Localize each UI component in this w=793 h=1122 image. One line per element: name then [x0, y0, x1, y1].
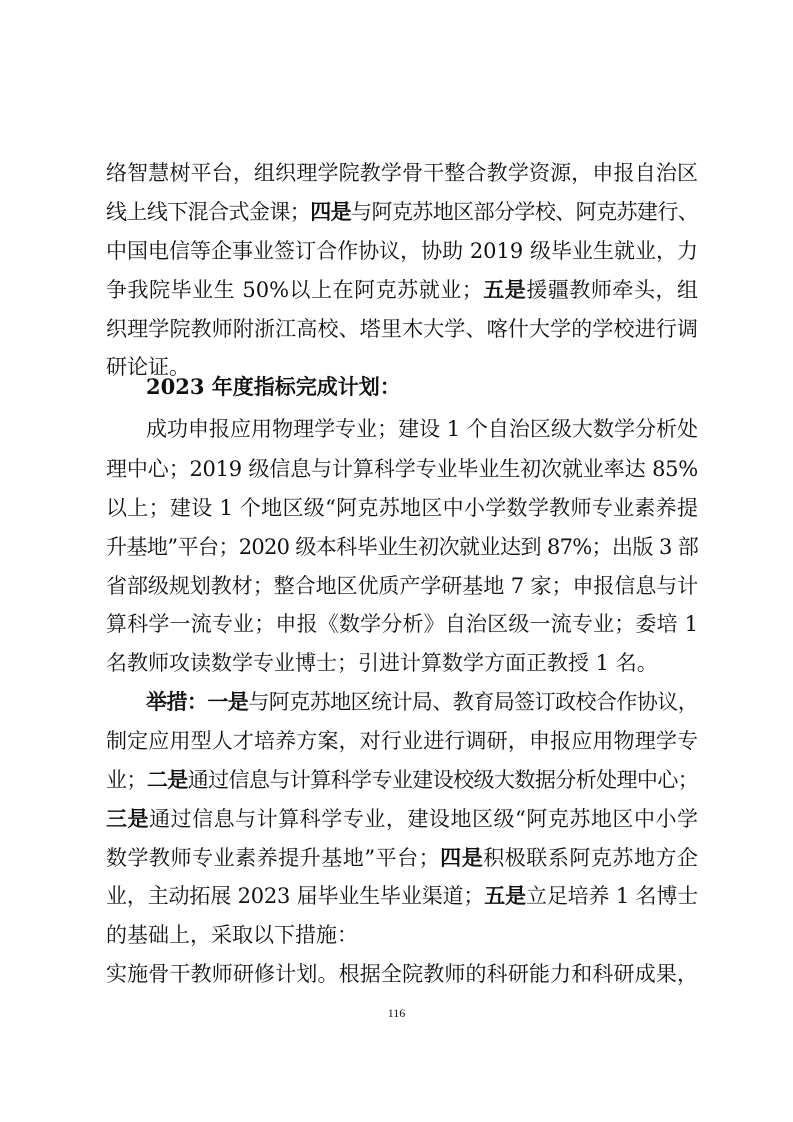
text-line	[146, 685, 698, 719]
text-line	[106, 273, 698, 307]
text-span: 援疆教师牵头，组	[526, 278, 699, 302]
text-span: 升基地”平台；2020 级本科毕业生初次就业达到 87%；出版 3 部	[106, 535, 698, 559]
text-line	[106, 156, 698, 190]
text-line	[106, 646, 658, 680]
text-span: 络智慧树平台，组织理学院教学骨干整合教学资源，申报自治区	[106, 161, 698, 185]
text-line	[106, 607, 698, 641]
text-span: 织理学院教师附浙江高校、塔里木大学、喀什大学的学校进行调	[106, 317, 698, 341]
bold-lead: 三是	[106, 806, 150, 831]
text-span: 制定应用型人才培养方案，对行业进行调研，申报应用物理学专	[106, 729, 698, 753]
bold-lead: 五是	[482, 277, 527, 302]
text-span: 理中心；2019 级信息与计算科学专业毕业生初次就业率达 85%	[106, 457, 698, 481]
text-line	[106, 195, 698, 229]
text-span: 通过信息与计算科学专业，建设地区级“阿克苏地区中小学	[149, 807, 699, 831]
page-number: 116	[387, 1006, 406, 1020]
text-span: 立足培养 1 名博士	[525, 884, 699, 908]
text-line	[106, 530, 698, 564]
text-span: 的基础上，采取以下措施：	[106, 923, 358, 947]
text-span: 线上线下混合式金课；	[106, 200, 311, 224]
text-span: 业，主动拓展 2023 届毕业生毕业渠道；	[106, 884, 485, 908]
text-line	[106, 879, 698, 913]
text-span: 算科学一流专业；申报《数学分析》自治区级一流专业；委培 1	[106, 612, 698, 636]
bold-lead: 四是	[439, 845, 484, 870]
text-span: 研论证。	[106, 355, 190, 379]
text-line	[106, 234, 698, 268]
text-span: 与阿克苏地区部分学校、阿克苏建行、	[351, 200, 699, 224]
text-line	[106, 957, 698, 991]
text-span: 中国电信等企事业签订合作协议，协助 2019 级毕业生就业，力	[106, 239, 698, 263]
text-line	[106, 724, 698, 758]
text-span: 名教师攻读数学专业博士；引进计算数学方面正教授 1 名。	[106, 651, 658, 675]
bold-lead: 五是	[484, 883, 526, 908]
text-span: 数学教师专业素养提升基地”平台；	[106, 846, 440, 870]
text-line	[106, 802, 698, 836]
text-line	[106, 569, 698, 603]
text-line	[106, 312, 698, 346]
bold-lead: 二是	[146, 767, 188, 792]
bold-lead: 举措：一是	[146, 689, 249, 714]
text-line	[106, 918, 358, 952]
text-line	[106, 763, 698, 797]
text-line	[106, 452, 698, 486]
text-span: 通过信息与计算科学专业建设校级大数据分析处理中心；	[187, 768, 699, 792]
text-span: 与阿克苏地区统计局、教育局签订政校合作协议，	[248, 690, 699, 714]
text-span: 省部级规划教材；整合地区优质产学研基地 7 家；申报信息与计	[106, 574, 698, 598]
text-line	[106, 841, 698, 875]
text-line	[106, 491, 698, 525]
text-span: 成功申报应用物理学专业；建设 1 个自治区级大数学分析处	[146, 417, 698, 441]
text-span: 实施骨干教师研修计划。根据全院教师的科研能力和科研成果，	[106, 962, 698, 986]
text-span: 积极联系阿克苏地方企	[483, 846, 698, 870]
bold-lead: 四是	[310, 199, 352, 224]
text-span: 业；	[106, 768, 147, 792]
text-span: 争我院毕业生 50%以上在阿克苏就业；	[106, 278, 483, 302]
text-line	[146, 412, 698, 446]
text-span: 以上；建设 1 个地区级“阿克苏地区中小学数学教师专业素养提	[106, 496, 698, 520]
section-heading: 2023 年度指标完成计划：	[146, 374, 401, 399]
